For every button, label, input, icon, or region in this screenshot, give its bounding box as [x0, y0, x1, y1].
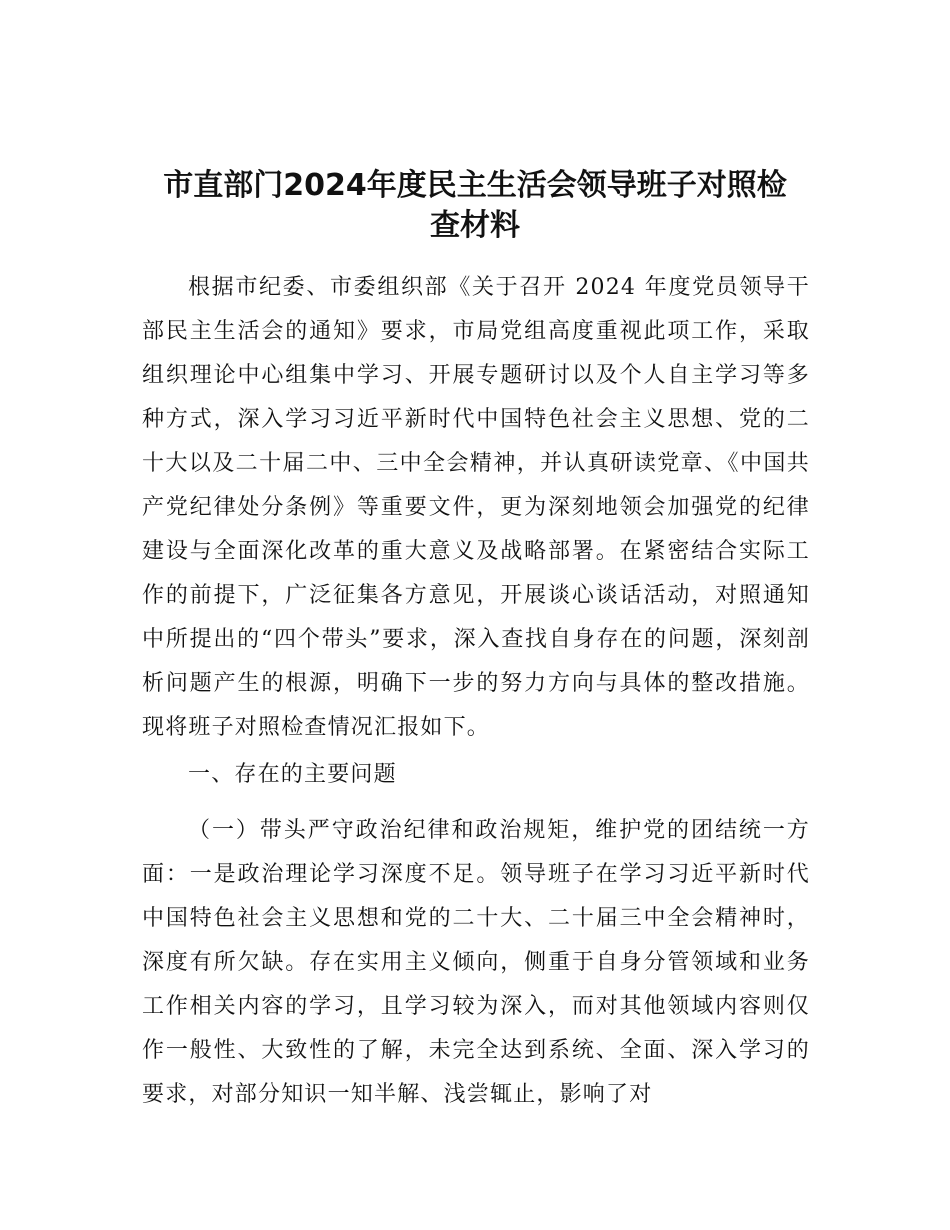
problem-paragraph-1: （一）带头严守政治纪律和政治规矩，维护党的团结统一方面：一是政治理论学习深度不足。领导班子在学习习近平新时代中国特色社会主义思想和党的二十大、二十届三中全会精神时，深度有所欠缺。存在实用主义倾向，侧重于自身分管领域和业务工作相关内容的学习，且学习较为深入，而对其他领域内容则仅作一般性、大致性的了解，未完全达到系统、全面、深入学习的要求，对部分知识一知半解、浅尝辄止，影响了对 — [142, 818, 810, 1107]
title-line-1: 市直部门2024年度民主生活会领导班子对照检 — [163, 168, 787, 203]
document-title — [120, 166, 830, 246]
title-line-2: 查材料 — [430, 208, 520, 243]
intro-paragraph: 根据市纪委、市委组织部《关于召开 2024 年度党员领导干部民主生活会的通知》要求，市局党组高度重视此项工作，采取组织理论中心组集中学习、开展专题研讨以及个人自主学习等多种方式，深入学习习近平新时代中国特色社会主义思想、党的二十大以及二十届二中、三中全会精神，并认真研读党章、《中国共产党纪律处分条例》等重要文件，更为深刻地领会加强党的纪律建设与全面深化改革的重大意义及战略部署。在紧密结合实际工作的前提下，广泛征集各方意见，开展谈心谈话活动，对照通知中所提出的“四个带头”要求，深入查找自身存在的问题，深刻剖析问题产生的根源，明确下一步的努力方向与具体的整改措施。现将班子对照检查情况汇报如下。 — [142, 275, 810, 740]
section-heading-1: 一、存在的主要问题 — [188, 762, 397, 787]
